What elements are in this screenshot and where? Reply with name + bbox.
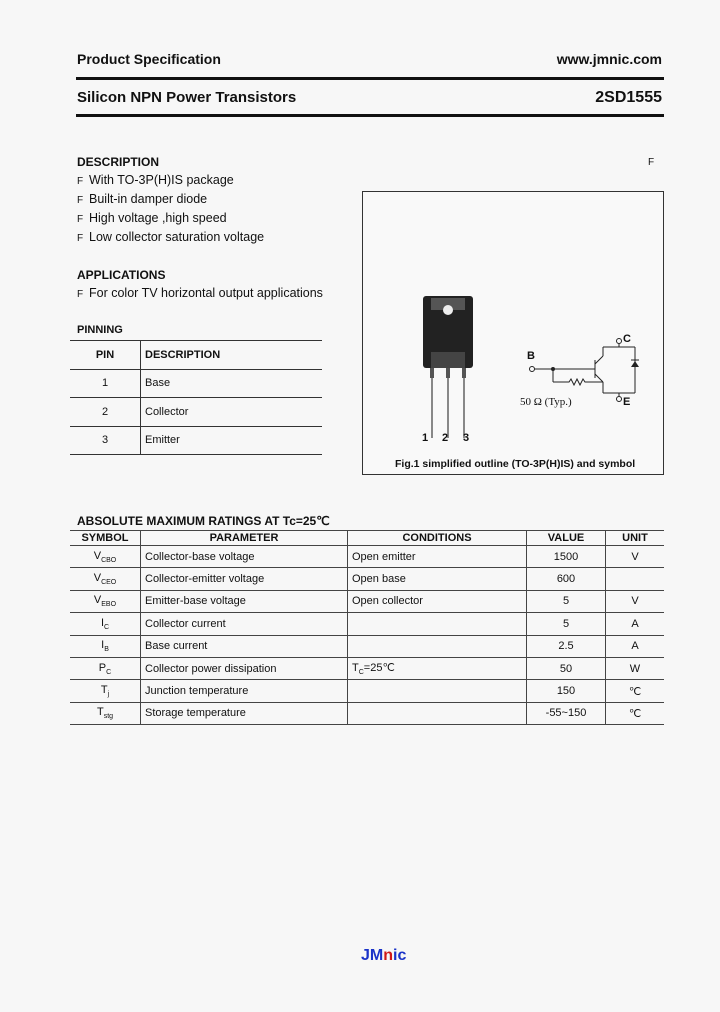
- pin-header: PIN: [70, 341, 141, 370]
- table-row: $V_{CEO}$ Collector-emitter voltage Open base 600: [70, 568, 664, 590]
- symbol-c-label: C: [623, 333, 631, 345]
- description-item: F Built-in damper diode: [77, 192, 208, 206]
- symbol-e-label: E: [623, 396, 631, 408]
- table-row: 1 Base: [70, 369, 322, 398]
- table-row: $V_{EBO}$ Emitter-base voltage Open collector 5 V: [70, 590, 664, 612]
- parameter-header: PARAMETER: [141, 531, 348, 546]
- description-item: F With TO-3P(H)IS package: [77, 173, 234, 187]
- table-row: $T_{stg}$ Storage temperature -55~150 ℃: [70, 702, 664, 724]
- jmnic-logo: JMnic: [361, 947, 407, 964]
- doc-header-left: Product Specification: [77, 51, 221, 67]
- doc-header-url[interactable]: www.jmnic.com: [556, 51, 662, 67]
- ratings-table: [70, 530, 664, 725]
- pinning-table: [70, 340, 322, 455]
- package-outline-icon: [413, 292, 483, 452]
- figure-box: [362, 191, 664, 475]
- pin-label-1: 1: [422, 432, 429, 444]
- bullet-icon: F: [77, 214, 84, 225]
- conditions-header: CONDITIONS: [348, 531, 527, 546]
- applications-title: APPLICATIONS: [77, 268, 166, 282]
- table-row: $V_{CBO}$ Collector-base voltage Open emitter 1500 V: [70, 546, 664, 568]
- part-number: 2SD1555: [595, 89, 662, 106]
- unit-header: UNIT: [606, 531, 665, 546]
- symbol-header: SYMBOL: [70, 531, 141, 546]
- figure-caption: Fig.1 simplified outline (TO-3P(H)IS) and symbol: [395, 458, 636, 470]
- table-row: $P_C$ Collector power dissipation $T_C=25℃$ 50 W: [70, 657, 664, 679]
- header-rule: [76, 77, 664, 80]
- bullet-icon: F: [77, 289, 84, 300]
- pinning-title: PINNING: [77, 324, 123, 336]
- pin-label-3: 3: [463, 432, 470, 444]
- ratings-title: ABSOLUTE MAXIMUM RATINGS AT Tc=25℃: [77, 514, 330, 528]
- bullet-icon: F: [77, 176, 84, 187]
- pin-label-2: 2: [442, 432, 449, 444]
- symbol-b-label: B: [527, 350, 535, 362]
- table-row: 2 Collector: [70, 398, 322, 427]
- description-item: F High voltage ,high speed: [77, 211, 227, 225]
- degree-icon: ℃: [316, 514, 330, 528]
- description-title: DESCRIPTION: [77, 155, 160, 169]
- description-item: F Low collector saturation voltage: [77, 230, 265, 244]
- pin-description-header: DESCRIPTION: [141, 341, 323, 370]
- bullet-mark: F: [648, 157, 655, 168]
- subtitle-rule: [76, 114, 664, 117]
- value-header: VALUE: [527, 531, 606, 546]
- symbol-resistor-label: 50 Ω (Typ.): [520, 396, 572, 408]
- table-row: $T_j$ Junction temperature 150 ℃: [70, 680, 664, 702]
- table-row: 3 Emitter: [70, 426, 322, 455]
- bullet-icon: F: [77, 195, 84, 206]
- applications-item: F For color TV horizontal output applications: [77, 286, 323, 300]
- table-row: $I_C$ Collector current 5 A: [70, 613, 664, 635]
- product-subtitle: Silicon NPN Power Transistors: [77, 89, 297, 106]
- table-row: $I_B$ Base current 2.5 A: [70, 635, 664, 657]
- bullet-icon: F: [77, 233, 84, 244]
